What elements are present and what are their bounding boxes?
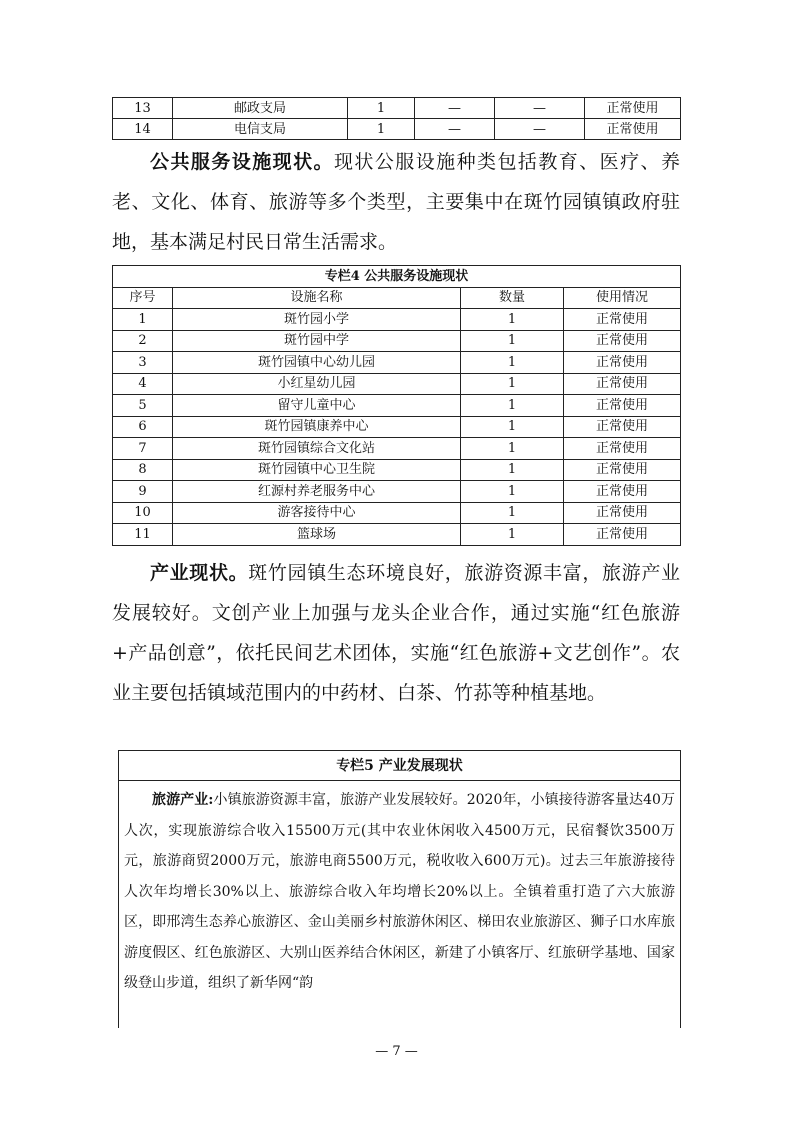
column-header: 序号: [113, 287, 173, 309]
table-cell: 邮政支局: [173, 98, 348, 119]
table-row: [113, 438, 681, 460]
table-cell: 正常使用: [585, 98, 681, 119]
industry-paragraph: [112, 553, 680, 713]
table-cell: 正常使用: [564, 352, 681, 374]
table-cell: 1: [113, 309, 173, 331]
column-header: 设施名称: [173, 287, 461, 309]
table-cell: 斑竹园镇中心幼儿园: [173, 352, 461, 374]
table-cell: 正常使用: [564, 309, 681, 331]
table-cell: 7: [113, 438, 173, 460]
column5-lead: 旅游产业:: [152, 792, 214, 808]
table-cell: 1: [461, 416, 564, 438]
table-cell: 斑竹园镇中心卫生院: [173, 459, 461, 481]
table-cell: 2: [113, 330, 173, 352]
table-cell: 正常使用: [564, 438, 681, 460]
table-cell: 红源村养老服务中心: [173, 481, 461, 503]
table-row: [113, 502, 681, 524]
table-cell: 正常使用: [564, 481, 681, 503]
table-cell: 留守儿童中心: [173, 395, 461, 417]
table-cell: 正常使用: [564, 502, 681, 524]
column5-caption: 专栏5 产业发展现状: [119, 751, 680, 781]
table-row: [113, 98, 681, 119]
table-row: [113, 481, 681, 503]
page-number: — 7 —: [375, 1044, 418, 1059]
paragraph-text: 斑竹园镇生态环境良好，旅游资源丰富，旅游产业发展较好。文创产业上加强与龙头企业合作，通过实施“红色旅游+产品创意”，依托民间艺术团体，实施“红色旅游+文艺创作”。农业主要包括镇域范围内的中药材、白茶、竹荪等种植基地。: [112, 562, 680, 704]
table-cell: 1: [461, 352, 564, 374]
public-service-paragraph: [112, 142, 680, 262]
table-cell: 小红星幼儿园: [173, 373, 461, 395]
table-cell: 5: [113, 395, 173, 417]
table-cell: 正常使用: [564, 373, 681, 395]
table-cell: 正常使用: [564, 416, 681, 438]
paragraph-lead: 公共服务设施现状。: [150, 151, 334, 173]
table-cell: 1: [461, 524, 564, 546]
column5-body: [119, 781, 680, 999]
facility-table-continued: [112, 97, 681, 140]
table-cell: 正常使用: [585, 119, 681, 140]
table-row: [113, 309, 681, 331]
table-cell: 4: [113, 373, 173, 395]
table-header-row: [113, 287, 681, 309]
table-cell: 1: [461, 309, 564, 331]
paragraph-text: 现状公服设施种类包括教育、医疗、养老、文化、体育、旅游等多个类型，主要集中在斑竹园镇镇政府驻地，基本满足村民日常生活需求。: [112, 151, 680, 253]
table-cell: 斑竹园镇康养中心: [173, 416, 461, 438]
table-caption-row: [113, 266, 681, 288]
table-cell: 8: [113, 459, 173, 481]
table-row: [113, 416, 681, 438]
table-cell: 篮球场: [173, 524, 461, 546]
column-header: 数量: [461, 287, 564, 309]
table-cell: 1: [348, 119, 415, 140]
table-cell: 正常使用: [564, 524, 681, 546]
table-row: [113, 330, 681, 352]
table-row: [113, 119, 681, 140]
table-cell: 1: [461, 395, 564, 417]
table-cell: 正常使用: [564, 395, 681, 417]
table-row: [113, 373, 681, 395]
table-cell: 1: [348, 98, 415, 119]
table-cell: 正常使用: [564, 459, 681, 481]
table-cell: 1: [461, 481, 564, 503]
column5-text: 小镇旅游资源丰富，旅游产业发展较好。2020年，小镇接待游客量达40万人次，实现旅游综合收入15500万元(其中农业休闲收入4500万元，民宿餐饮3500万元，旅游商贸2000万元，旅游电商5500万元，税收收入600万元)。过去三年旅游接待人次年均增长30%以上、旅游综合收入年均增长20%以上。全镇着重打造了六大旅游区，即邢湾生态养心旅游区、金山美丽乡村旅游休闲区、梯田农业旅游区、狮子口水库旅游度假区、红色旅游区、大别山医养结合休闲区，新建了小镇客厅、红旅研学基地、国家级登山步道，组织了新华网“韵: [124, 792, 675, 991]
table-cell: 1: [461, 330, 564, 352]
table-cell: 斑竹园镇综合文化站: [173, 438, 461, 460]
table-cell: 1: [461, 502, 564, 524]
table-cell: 正常使用: [564, 330, 681, 352]
table-cell: 游客接待中心: [173, 502, 461, 524]
table-cell: 14: [113, 119, 173, 140]
table-cell: 13: [113, 98, 173, 119]
table-cell: 11: [113, 524, 173, 546]
table-cell: 斑竹园小学: [173, 309, 461, 331]
table-row: [113, 395, 681, 417]
table-cell: —: [495, 119, 585, 140]
table-cell: 3: [113, 352, 173, 374]
column-header: 使用情况: [564, 287, 681, 309]
table-cell: —: [415, 98, 495, 119]
table-cell: 10: [113, 502, 173, 524]
table-cell: 1: [461, 373, 564, 395]
column5-box: [118, 750, 681, 1028]
paragraph-lead: 产业现状。: [150, 562, 249, 584]
table-cell: —: [415, 119, 495, 140]
table-cell: 斑竹园中学: [173, 330, 461, 352]
table-cell: 1: [461, 438, 564, 460]
table-cell: 6: [113, 416, 173, 438]
table-cell: 1: [461, 459, 564, 481]
table-caption: 专栏4 公共服务设施现状: [113, 266, 681, 288]
table-row: [113, 524, 681, 546]
table-cell: 9: [113, 481, 173, 503]
table-cell: 电信支局: [173, 119, 348, 140]
table-cell: —: [495, 98, 585, 119]
table-row: [113, 459, 681, 481]
table-row: [113, 352, 681, 374]
column4-table: [112, 265, 681, 546]
